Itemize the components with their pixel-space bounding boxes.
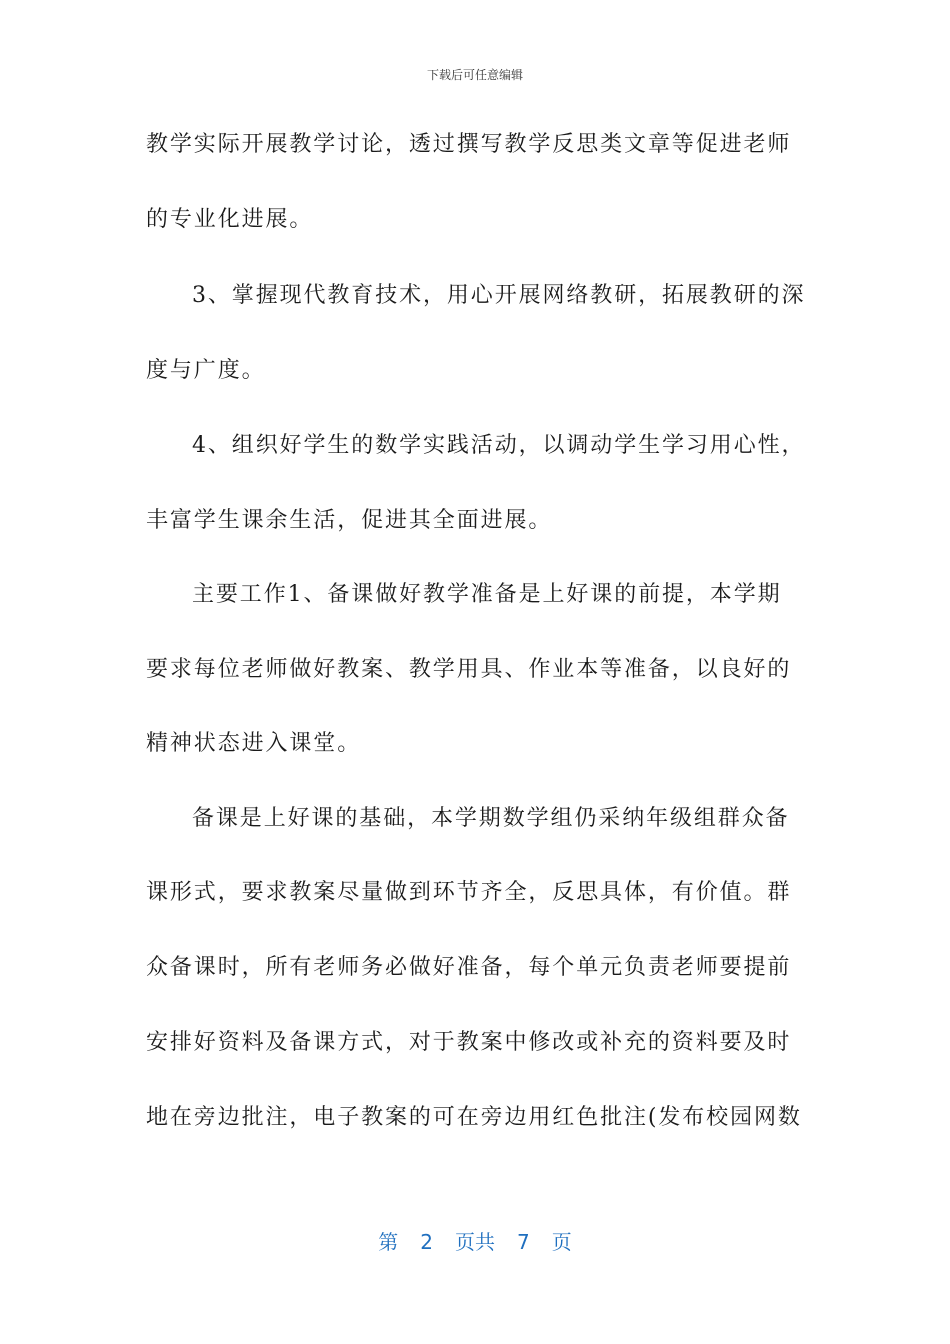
footer-total-pages: 7 (517, 1230, 530, 1254)
body-line: 度与广度。 (146, 358, 266, 383)
body-line: 要求每位老师做好教案、教学用具、作业本等准备，以良好的 (146, 657, 792, 682)
footer-prefix: 第 (378, 1230, 399, 1254)
page-header: 下载后可任意编辑 (426, 68, 523, 82)
body-line: 课形式，要求教案尽量做到环节齐全，反思具体，有价值。群 (146, 880, 792, 905)
body-line: 的专业化进展。 (146, 207, 314, 232)
body-line: 4、组织好学生的数学实践活动，以调动学生学习用心性， (192, 433, 806, 458)
body-line: 精神状态进入课堂。 (146, 731, 362, 756)
body-line: 教学实际开展教学讨论，透过撰写教学反思类文章等促进老师 (146, 132, 792, 157)
body-line: 备课是上好课的基础，本学期数学组仍采纳年级组群众备 (192, 806, 790, 831)
body-line: 众备课时，所有老师务必做好准备，每个单元负责老师要提前 (146, 955, 792, 980)
body-line: 安排好资料及备课方式，对于教案中修改或补充的资料要及时 (146, 1030, 792, 1055)
body-line: 3、掌握现代教育技术，用心开展网络教研，拓展教研的深 (192, 283, 806, 308)
body-line: 主要工作1、备课做好教学准备是上好课的前提，本学期 (192, 582, 782, 607)
footer-middle: 页共 (455, 1230, 495, 1254)
page-footer (0, 1226, 950, 1255)
footer-page-number: 2 (420, 1230, 433, 1254)
body-line: 地在旁边批注，电子教案的可在旁边用红色批注(发布校园网数 (146, 1105, 802, 1130)
body-line: 丰富学生课余生活，促进其全面进展。 (146, 508, 553, 533)
footer-suffix: 页 (551, 1230, 572, 1254)
